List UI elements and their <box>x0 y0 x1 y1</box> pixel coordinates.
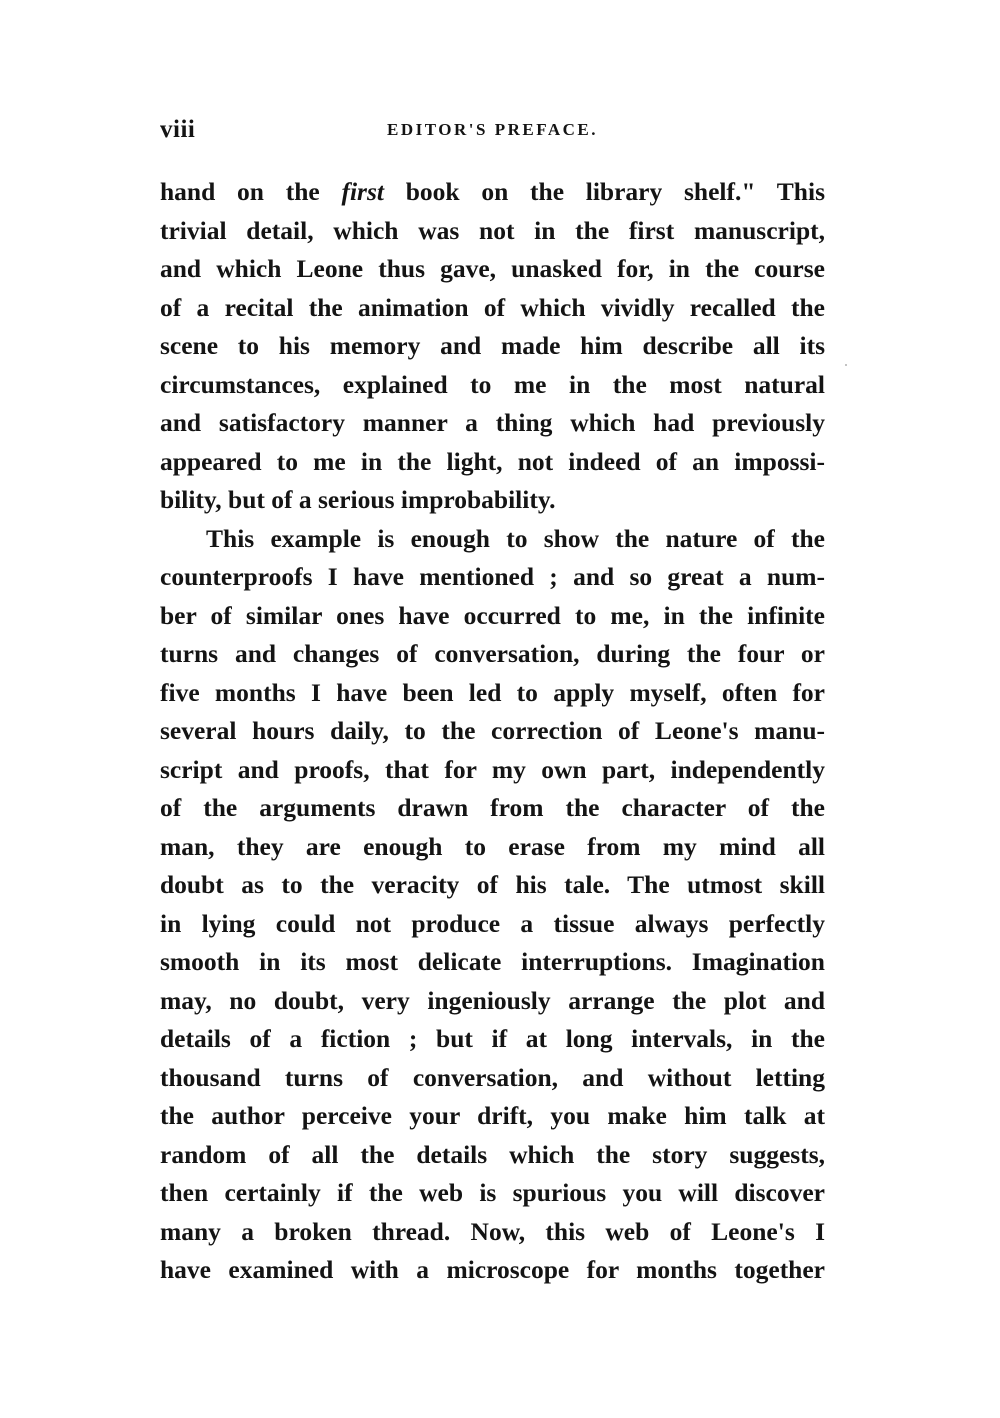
text-line: script and proofs, that for my own part, independently <box>160 754 825 784</box>
text-line: the author perceive your drift, you make him talk at <box>160 1101 825 1130</box>
text-line: thousand turns of conversation, and without letting <box>160 1062 825 1092</box>
text-line: trivial detail, which was not in the first manuscript, <box>160 215 825 245</box>
text-line: man, they are enough to erase from my mind all <box>160 831 825 861</box>
paragraph <box>160 173 825 520</box>
body-text <box>160 173 825 1290</box>
text-line: of a recital the animation of which vividly recalled the <box>160 292 825 322</box>
page-number: viii <box>160 116 196 143</box>
text-line: circumstances, explained to me in the most natural <box>160 369 825 399</box>
text-line: details of a fiction ; but if at long intervals, in the <box>160 1024 825 1053</box>
text-line: smooth in its most delicate interruptions. Imagination <box>160 947 825 976</box>
text-line: may, no doubt, very ingeniously arrange the plot and <box>160 985 825 1015</box>
text-line: ber of similar ones have occurred to me, in the infinite <box>160 600 825 630</box>
text-line: five months I have been led to apply myself, often for <box>160 677 825 707</box>
text-line: many a broken thread. Now, this web of Leone's I <box>160 1216 825 1246</box>
text-line: turns and changes of conversation, during the four or <box>160 639 825 668</box>
text-line: several hours daily, to the correction of Leone's manu- <box>160 716 825 745</box>
text-line: and which Leone thus gave, unasked for, in the course <box>160 254 825 283</box>
scan-speck <box>845 364 847 366</box>
paragraph <box>160 520 825 1290</box>
text-line: doubt as to the veracity of his tale. The utmost skill <box>160 870 825 899</box>
text-line: hand on the first book on the library shelf." This <box>160 177 825 206</box>
text-line: random of all the details which the story suggests, <box>160 1139 825 1169</box>
text-line: bility, but of a serious improbability. <box>160 485 556 514</box>
text-line: in lying could not produce a tissue always perfectly <box>160 908 825 938</box>
header-title: EDITOR'S PREFACE. <box>387 120 598 139</box>
text-line: scene to his memory and made him describe all its <box>160 331 825 360</box>
text-line: appeared to me in the light, not indeed of an impossi- <box>160 446 825 476</box>
text-line: have examined with a microscope for months together <box>160 1255 825 1284</box>
text-line: and satisfactory manner a thing which had previously <box>160 408 825 437</box>
text-line: counterproofs I have mentioned ; and so great a num- <box>160 562 825 591</box>
running-head <box>160 116 825 146</box>
italic-word: first <box>341 177 384 206</box>
text-line: This example is enough to show the nature of the <box>206 523 825 553</box>
text-line: of the arguments drawn from the character of the <box>160 793 825 822</box>
text-line: then certainly if the web is spurious you will discover <box>160 1178 825 1207</box>
